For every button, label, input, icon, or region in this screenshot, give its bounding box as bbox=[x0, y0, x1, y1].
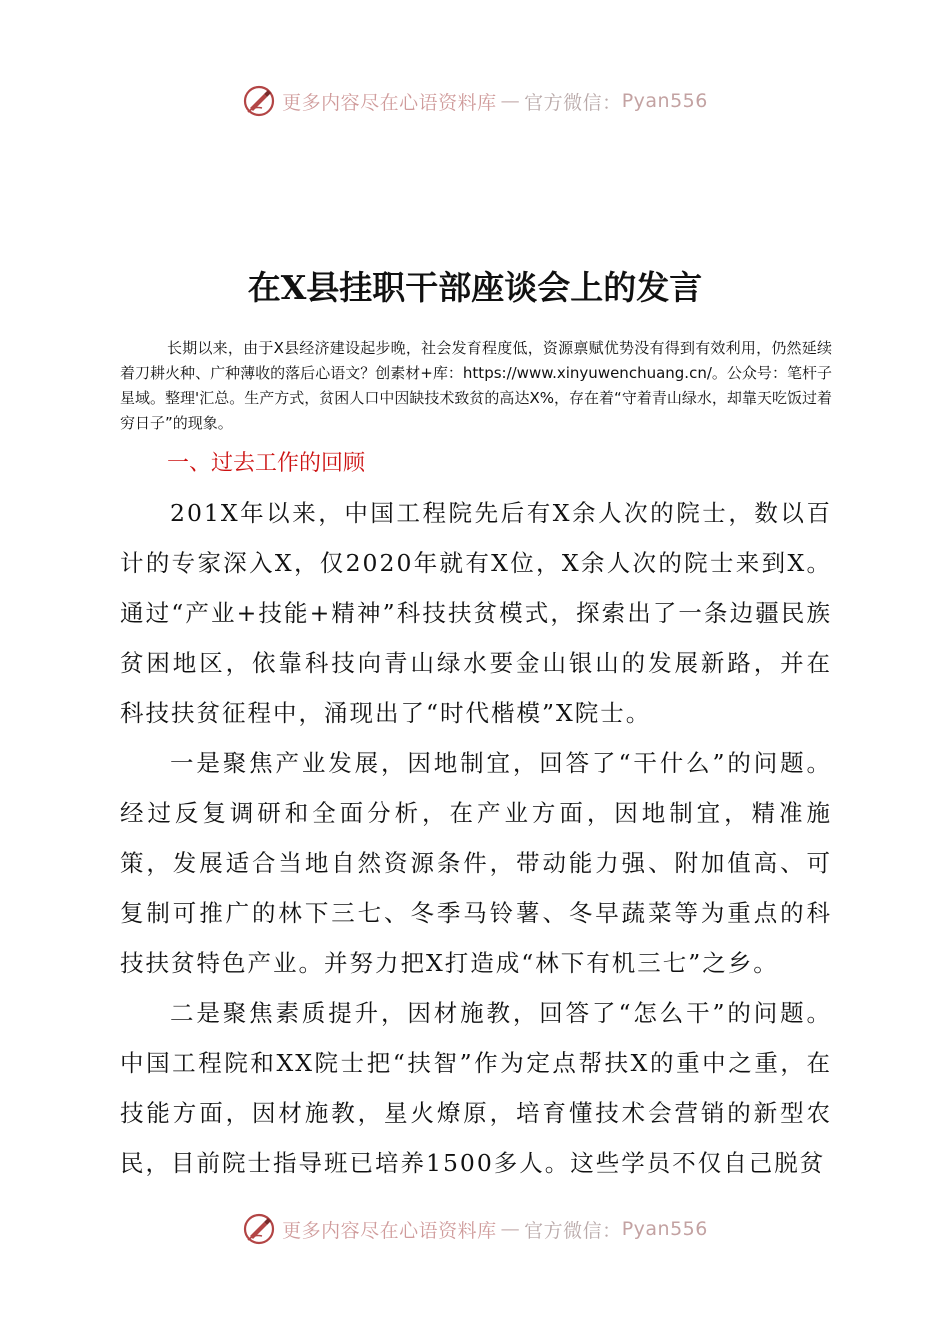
header-watermark bbox=[0, 84, 950, 118]
intro-paragraph: 长期以来，由于X县经济建设起步晚，社会发育程度低，资源禀赋优势没有得到有效利用，仍然延续着刀耕火种、广种薄收的落后心语文？创素材+库：https://www.xinyuwenchuang.cn/。公众号：笔杆子星域。整理'汇总。生产方式，贫困人口中因缺技术致贫的高达X%，存在着“守着青山绿水，却靠天吃饭过着穷日子”的现象。 bbox=[120, 339, 832, 432]
body-paragraph: 201X年以来，中国工程院先后有X余人次的院士，数以百计的专家深入X，仅2020年就有X位，X余人次的院士来到X。通过“产业+技能+精神”科技扶贫模式，探索出了一条边疆民族贫困地区，依靠科技向青山绿水要金山银山的发展新路，并在科技扶贫征程中，涌现出了“时代楷模”X院士。 bbox=[120, 499, 832, 727]
section-heading: 一、过去工作的回顾 bbox=[167, 451, 366, 476]
footer-watermark bbox=[0, 1212, 950, 1246]
pen-logo-icon bbox=[242, 84, 276, 118]
watermark-separator: — bbox=[500, 90, 521, 112]
watermark-wechat-id: Pyan556 bbox=[621, 90, 708, 112]
watermark-brand: 更多内容尽在心语资料库 bbox=[282, 91, 497, 114]
watermark-wechat-label: 官方微信： bbox=[524, 1219, 622, 1242]
watermark-separator: — bbox=[500, 1218, 521, 1240]
body-text bbox=[120, 488, 832, 1188]
body-paragraph: 一是聚焦产业发展，因地制宜，回答了“干什么”的问题。经过反复调研和全面分析，在产业方面，因地制宜，精准施策，发展适合当地自然资源条件，带动能力强、附加值高、可复制可推广的林下三七、冬季马铃薯、冬早蔬菜等为重点的科技扶贫特色产业。并努力把X打造成“林下有机三七”之乡。 bbox=[120, 749, 832, 977]
pen-logo-icon bbox=[242, 1212, 276, 1246]
watermark-brand: 更多内容尽在心语资料库 bbox=[282, 1219, 497, 1242]
watermark-wechat-label: 官方微信： bbox=[524, 91, 622, 114]
document-title: 在X县挂职干部座谈会上的发言 bbox=[247, 268, 703, 307]
body-paragraph: 二是聚焦素质提升，因材施教，回答了“怎么干”的问题。中国工程院和XX院士把“扶智”作为定点帮扶X的重中之重，在技能方面，因材施教，星火燎原，培育懂技术会营销的新型农民，目前院士指导班已培养1500多人。这些学员不仅自己脱贫 bbox=[120, 999, 832, 1177]
watermark-wechat-id: Pyan556 bbox=[621, 1218, 708, 1240]
